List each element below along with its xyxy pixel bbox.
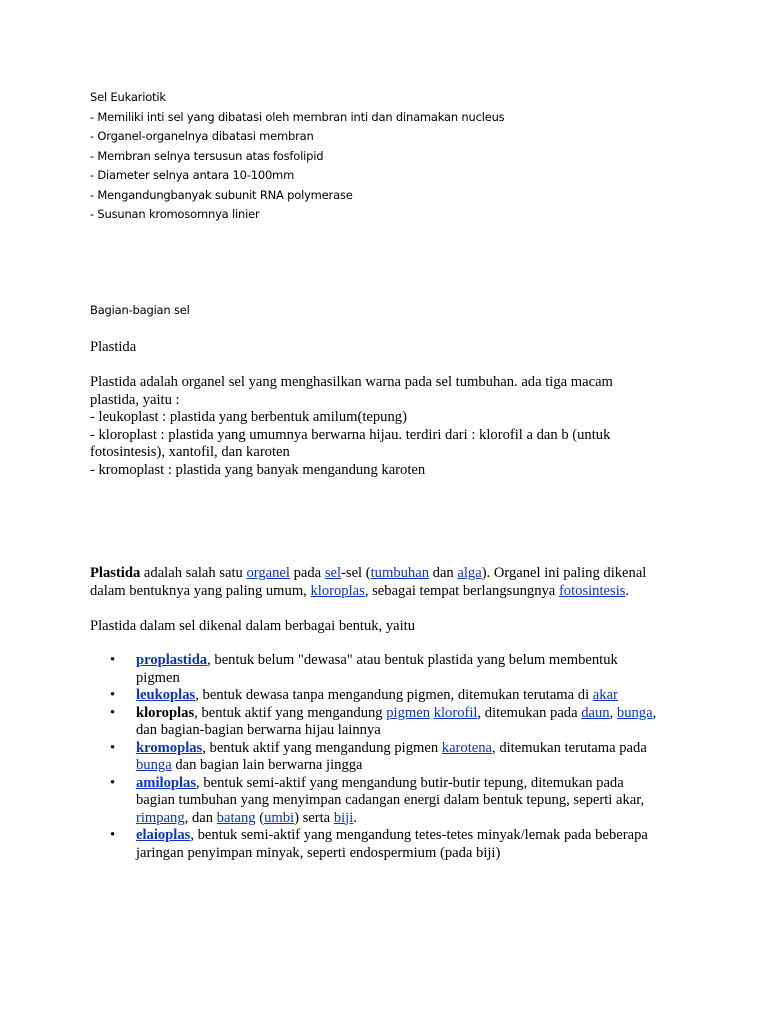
link-sel[interactable]: sel: [324, 565, 342, 581]
list-item: [90, 705, 690, 740]
intro-line-1: [90, 565, 646, 583]
text: , ditemukan pada: [477, 704, 582, 721]
link-biji[interactable]: biji: [333, 809, 354, 826]
text-line: - Mengandungbanyak subunit RNA polymerase: [90, 187, 353, 202]
list-item: [90, 827, 690, 862]
text: .: [625, 582, 630, 599]
text-line: Plastida adalah organel sel yang menghasilkan warna pada sel tumbuhan. ada tiga macam: [90, 374, 613, 390]
link-alga[interactable]: alga: [457, 565, 482, 581]
text: , sebagai tempat berlangsungnya: [364, 582, 559, 599]
text: dan bagian lain berwarna jingga: [171, 757, 363, 773]
link-organel[interactable]: organel: [246, 565, 290, 581]
link-bunga[interactable]: bunga: [136, 757, 172, 773]
link-karotena[interactable]: karotena: [441, 739, 493, 756]
link-kromoplas[interactable]: kromoplas: [136, 739, 203, 756]
bullet-icon: •: [110, 739, 116, 756]
text: ). Organel ini paling dikenal: [481, 565, 647, 581]
bullet-icon: •: [110, 704, 116, 721]
text: , ditemukan terutama pada: [492, 739, 647, 756]
section-title: Bagian-bagian sel: [90, 303, 190, 317]
text: ,: [652, 704, 657, 721]
text: ,: [609, 704, 617, 721]
text-line: fotosintesis), xantofil, dan karoten: [90, 444, 290, 460]
plastida-heading-block: [90, 339, 136, 357]
intro-line-2: [90, 583, 646, 601]
link-fotosintesis[interactable]: fotosintesis: [558, 582, 626, 599]
bullet-icon: •: [110, 774, 116, 791]
link-elaioplas[interactable]: elaioplas: [136, 827, 191, 843]
wiki-intro: [90, 565, 646, 600]
text-line: - Memiliki inti sel yang dibatasi oleh membran inti dan dinamakan nucleus: [90, 109, 505, 124]
text-line: - Membran selnya tersusun atas fosfolipid: [90, 148, 324, 163]
text-line: - leukoplast : plastida yang berbentuk amilum(tepung): [90, 409, 407, 425]
text: pigmen: [136, 669, 180, 686]
link-amiloplas[interactable]: amiloplas: [136, 774, 197, 791]
text: bagian tumbuhan yang menyimpan cadangan energi dalam bentuk tepung, seperti akar,: [136, 792, 645, 808]
text-line: - kloroplast : plastida yang umumnya berwarna hijau. terdiri dari : klorofil a dan b (untuk: [90, 426, 611, 443]
text: dan bagian-bagian berwarna hijau lainnya: [136, 722, 381, 738]
link-akar[interactable]: akar: [592, 687, 618, 703]
text-line: - Diameter selnya antara 10-100mm: [90, 168, 295, 182]
text: , bentuk semi-aktif yang mengandung tetes-tetes minyak/lemak pada beberapa: [190, 827, 648, 843]
link-klorofil[interactable]: klorofil: [433, 704, 478, 721]
text: adalah salah satu: [140, 565, 247, 581]
bagian-section: [90, 301, 190, 321]
text: , bentuk dewasa tanpa mengandung pigmen, ditemukan terutama di: [195, 687, 593, 703]
section-title: Sel Eukariotik: [90, 90, 166, 104]
plastida-heading: Plastida: [90, 339, 137, 355]
text: jaringan penyimpan minyak, seperti endospermium (pada biji): [136, 844, 501, 861]
link-tumbuhan[interactable]: tumbuhan: [370, 565, 429, 581]
wiki-lead: [90, 618, 415, 636]
text: dan: [429, 565, 458, 581]
link-rimpang[interactable]: rimpang: [136, 809, 185, 826]
text: (: [255, 809, 265, 826]
link-proplastida[interactable]: proplastida: [136, 652, 208, 668]
link-bunga[interactable]: bunga: [616, 704, 653, 721]
text: , dan: [184, 809, 217, 826]
link-kloroplas[interactable]: kloroplas: [310, 582, 365, 599]
text-line: - Susunan kromosomnya linier: [90, 207, 260, 221]
list-item: [90, 740, 690, 775]
text: dalam bentuknya yang paling umum,: [90, 582, 311, 599]
link-pigmen[interactable]: pigmen: [386, 704, 431, 721]
link-daun[interactable]: daun: [581, 704, 610, 721]
text: -sel (: [341, 565, 371, 581]
term-plastida: Plastida: [90, 565, 141, 581]
text: , bentuk semi-aktif yang mengandung butir-butir tepung, ditemukan pada: [196, 774, 624, 791]
link-batang[interactable]: batang: [216, 809, 256, 826]
plastida-types-list: [90, 652, 690, 862]
text-line: - kromoplast : plastida yang banyak mengandung karoten: [90, 461, 426, 478]
text: , bentuk aktif yang mengandung pigmen: [202, 739, 442, 756]
text: .: [353, 809, 357, 826]
text: pada: [289, 565, 325, 581]
text-line: plastida, yaitu :: [90, 391, 180, 408]
text-line: - Organel-organelnya dibatasi membran: [90, 129, 314, 143]
bullet-icon: •: [110, 827, 116, 843]
text: ) serta: [294, 809, 334, 826]
bullet-icon: •: [110, 687, 116, 703]
link-umbi[interactable]: umbi: [264, 809, 295, 826]
lead-text: Plastida dalam sel dikenal dalam berbagai bentuk, yaitu: [90, 618, 416, 634]
list-item: [90, 652, 690, 687]
list-item: [90, 687, 690, 705]
link-leukoplas[interactable]: leukoplas: [136, 687, 196, 703]
text: , bentuk aktif yang mengandung: [194, 704, 387, 721]
plastida-paragraph: [90, 374, 613, 479]
text: , bentuk belum "dewasa" atau bentuk plastida yang belum membentuk: [207, 652, 618, 668]
bullet-icon: •: [110, 652, 116, 668]
list-item: [90, 775, 690, 828]
term-kloroplas: kloroplas: [136, 704, 195, 721]
eukariotik-section: [90, 88, 504, 225]
